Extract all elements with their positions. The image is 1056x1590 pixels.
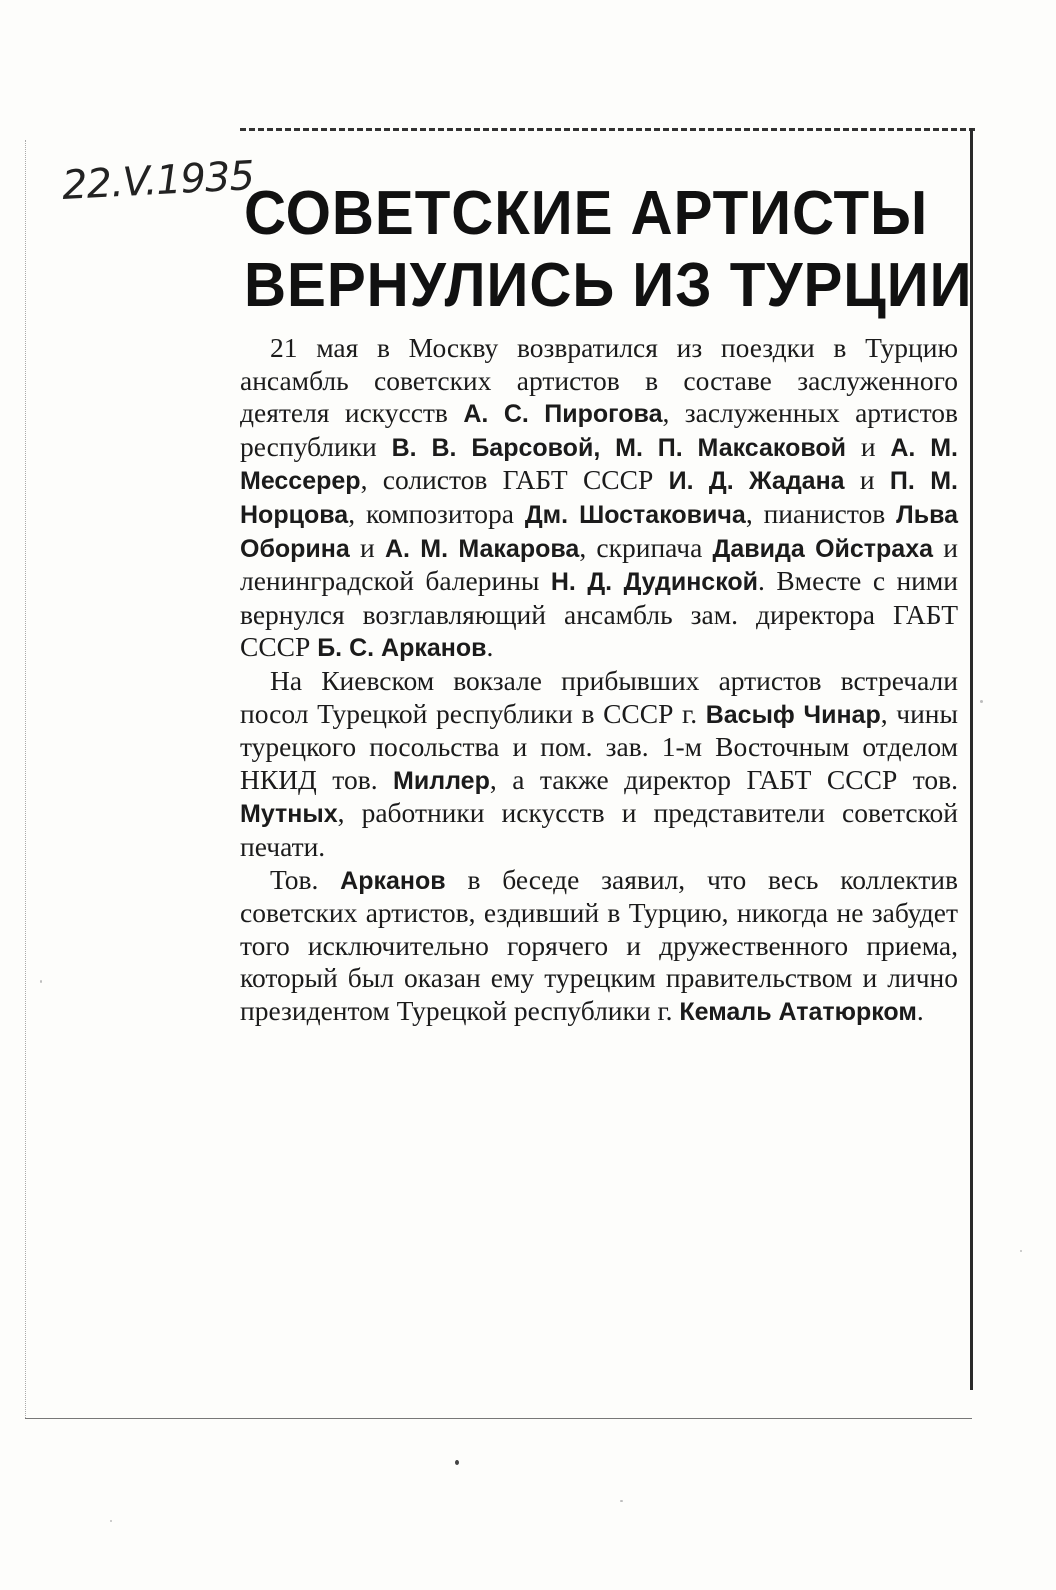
article-text: . <box>916 994 924 1026</box>
article-text: , пианистов <box>745 497 897 529</box>
person-name: Дм. Шостаковича <box>524 500 746 529</box>
scan-speck <box>980 700 983 703</box>
article-text: , работники искусств и представители советской печати. <box>240 797 958 862</box>
person-name: Мутных <box>240 800 338 829</box>
scan-speck <box>620 1500 623 1502</box>
article-text: и <box>846 430 891 462</box>
scan-speck <box>455 1460 459 1465</box>
article-text: . <box>486 631 494 663</box>
person-name: А. М. Мессерер <box>240 433 959 496</box>
person-name: Миллер <box>393 766 490 795</box>
article-text: , заслуженных артистов республики <box>240 397 958 462</box>
article-body <box>240 332 958 1028</box>
article-paragraph <box>240 665 958 864</box>
article-text: , а также директор ГАБТ СССР тов. <box>489 763 958 795</box>
handwritten-date: 22.V.1935 <box>60 153 255 209</box>
article-text: , скрипача <box>579 531 713 563</box>
person-name: П. М. Норцова <box>240 467 958 529</box>
person-name: Васыф Чинар <box>705 700 881 729</box>
article-text: , композитора <box>348 497 525 529</box>
person-name: А. С. Пирогова <box>463 400 663 429</box>
article-text: На Киевском вокзале прибывших артистов встречали посол Турецкой республики в СССР г. <box>240 664 958 729</box>
person-name: А. М. Макарова <box>385 534 580 563</box>
article-text: и <box>349 531 385 563</box>
scan-speck <box>110 1520 112 1522</box>
scan-speck <box>1020 1250 1022 1252</box>
person-name: Арканов <box>340 866 446 895</box>
headline <box>244 178 973 322</box>
person-name: Давида Ойстраха <box>712 534 934 563</box>
headline-line-1: СОВЕТСКИЕ АРТИСТЫ <box>244 179 929 248</box>
clipping-bottom-border <box>25 1418 972 1419</box>
person-name: Кемаль Ататюрком <box>679 997 917 1026</box>
article-text: и <box>844 464 890 496</box>
person-name: Льва Оборина <box>240 500 959 563</box>
article-text: , солистов ГАБТ СССР <box>360 464 669 496</box>
article-paragraph <box>240 332 958 665</box>
article-text: . Вместе с ними вернулся возглавляющий ансамбль зам. директора ГАБТ СССР <box>240 565 958 663</box>
clipping-left-border <box>25 140 26 1418</box>
person-name: И. Д. Жадана <box>668 467 845 496</box>
person-name: Н. Д. Дудинской <box>550 568 759 597</box>
article-text: 21 мая в Москву возвратился из поездки в Турцию ансамбль советских артистов в составе заслуженного деятеля искусств <box>240 332 958 429</box>
article-paragraph <box>240 864 958 1029</box>
article-text: Тов. <box>270 863 341 895</box>
article-text: и ленинградской балерины <box>240 531 958 597</box>
clipping-top-border <box>240 128 975 131</box>
article-text: в беседе заявил, что весь коллектив советских артистов, ездивший в Турцию, никогда не забудет того исключительно горячего и дружественного приема, который был оказан ему турецким правительством и лично президентом Турецкой республики г. <box>240 863 958 1026</box>
article-text: , чины турецкого посольства и пом. зав. 1-м Восточным отделом НКИД тов. <box>240 697 958 795</box>
headline-line-2: ВЕРНУЛИСЬ ИЗ ТУРЦИИ <box>244 251 973 320</box>
person-name: Б. С. Арканов <box>317 634 487 663</box>
person-name: В. В. Барсовой, М. П. Максаковой <box>391 433 847 462</box>
scan-speck <box>40 980 42 983</box>
